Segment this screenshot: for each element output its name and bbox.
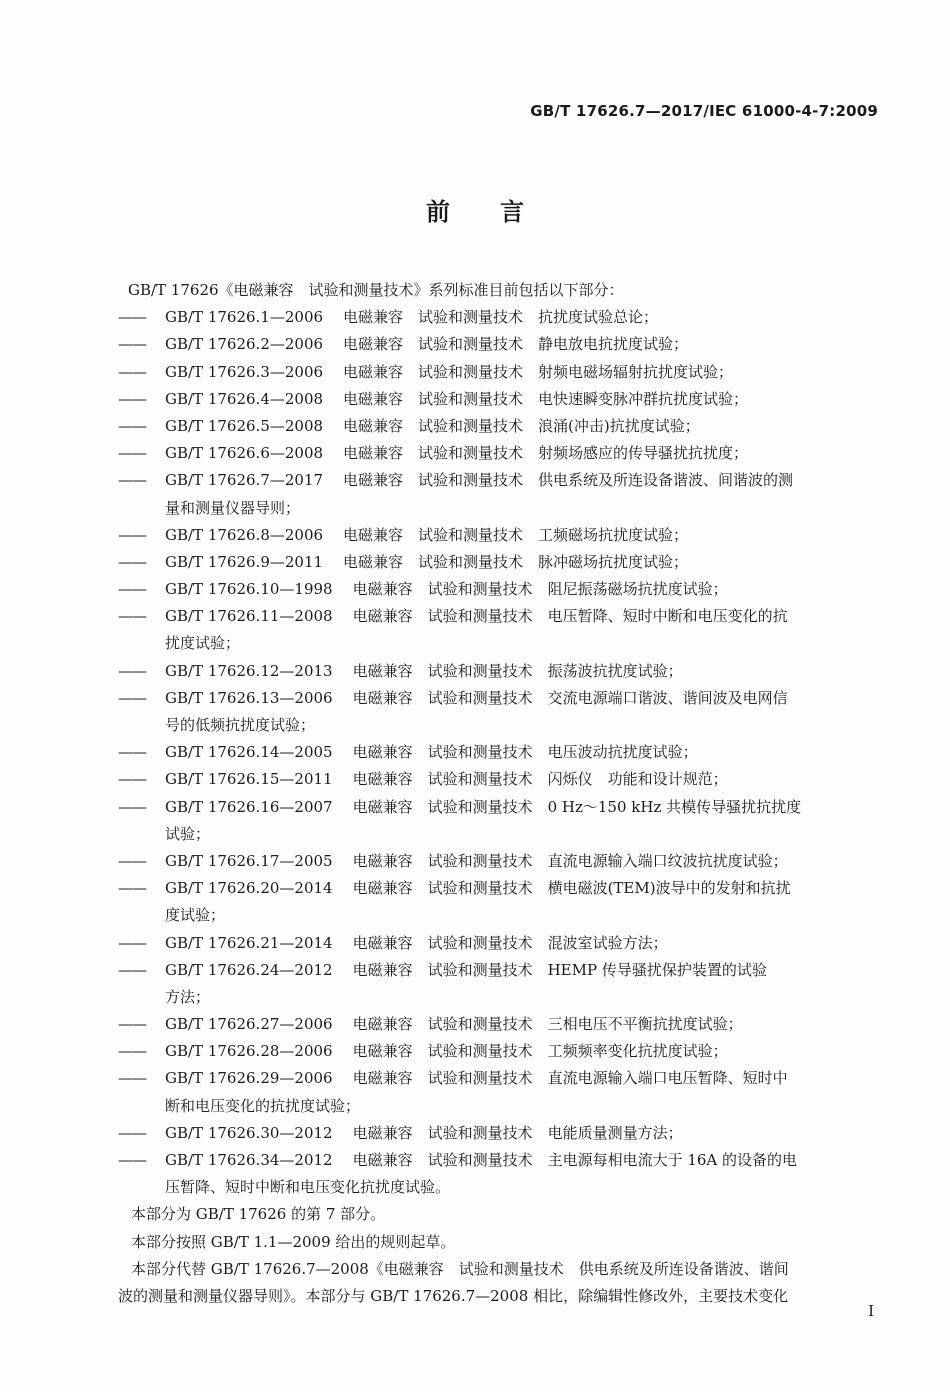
standard-code: GB/T 17626.15—2011 bbox=[165, 770, 333, 789]
standard-title: 电磁兼容 试验和测量技术 主电源每相电流大于 16A 的设备的电 bbox=[352, 1151, 798, 1169]
list-item bbox=[118, 794, 880, 821]
standard-title: 电磁兼容 试验和测量技术 静电放电抗扰度试验； bbox=[343, 335, 689, 354]
list-dash: —— bbox=[118, 580, 146, 599]
list-dash: —— bbox=[118, 688, 146, 707]
standard-title: 电磁兼容 试验和测量技术 浪涌(冲击)抗扰度试验； bbox=[343, 416, 700, 435]
list-item bbox=[118, 413, 880, 440]
standard-title: 电磁兼容 试验和测量技术 混波室试验方法； bbox=[352, 933, 668, 952]
standard-code: GB/T 17626.17—2005 bbox=[165, 851, 333, 870]
standard-title: 电磁兼容 试验和测量技术 闪烁仪 功能和设计规范； bbox=[352, 770, 728, 789]
body-paragraph: 本部分代替 GB/T 17626.7—2008《电磁兼容 试验和测量技术 供电系统及所连设备谐波、谐间 bbox=[131, 1259, 789, 1278]
list-dash: —— bbox=[118, 1069, 146, 1088]
standard-code: GB/T 17626.12—2013 bbox=[165, 661, 333, 680]
standard-code: GB/T 17626.2—2006 bbox=[165, 335, 324, 354]
standard-title-continued: 断和电压变化的抗扰度试验； bbox=[165, 1096, 361, 1115]
standard-code: GB/T 17626.11—2008 bbox=[165, 607, 333, 626]
list-item bbox=[118, 930, 880, 957]
intro-paragraph: GB/T 17626《电磁兼容 试验和测量技术》系列标准目前包括以下部分： bbox=[128, 281, 624, 299]
standard-title: 电磁兼容 试验和测量技术 直流电源输入端口电压暂降、短时中 bbox=[352, 1069, 788, 1088]
standard-code: GB/T 17626.24—2012 bbox=[165, 960, 333, 979]
standard-title-continued: 压暂降、短时中断和电压变化抗扰度试验。 bbox=[165, 1178, 451, 1197]
standard-title: 电磁兼容 试验和测量技术 电能质量测量方法； bbox=[352, 1123, 683, 1142]
list-dash: —— bbox=[118, 879, 146, 898]
standard-title: 电磁兼容 试验和测量技术 振荡波抗扰度试验； bbox=[352, 661, 683, 680]
list-item bbox=[118, 359, 880, 386]
list-dash: —— bbox=[118, 552, 146, 571]
list-dash: —— bbox=[118, 471, 146, 490]
list-dash: —— bbox=[118, 444, 146, 463]
standards-list bbox=[118, 304, 880, 1201]
standard-title: 电磁兼容 试验和测量技术 HEMP 传导骚扰保护装置的试验 bbox=[352, 960, 767, 979]
closing-paragraphs bbox=[118, 1201, 880, 1310]
standard-code: GB/T 17626.13—2006 bbox=[165, 688, 333, 707]
standard-title: 电磁兼容 试验和测量技术 电压暂降、短时中断和电压变化的抗 bbox=[352, 607, 788, 626]
standard-title: 电磁兼容 试验和测量技术 工频频率变化抗扰度试验； bbox=[352, 1042, 728, 1061]
standard-title-continued: 号的低频抗扰度试验； bbox=[165, 716, 316, 734]
list-item bbox=[118, 440, 880, 467]
body-paragraph: 本部分为 GB/T 17626 的第 7 部分。 bbox=[131, 1205, 386, 1224]
standard-code: GB/T 17626.5—2008 bbox=[165, 416, 324, 435]
standard-code: GB/T 17626.27—2006 bbox=[165, 1015, 333, 1034]
list-dash: —— bbox=[118, 933, 146, 952]
standard-code: GB/T 17626.1—2006 bbox=[165, 308, 324, 327]
standard-title: 电磁兼容 试验和测量技术 工频磁场抗扰度试验； bbox=[343, 525, 689, 544]
standard-code: GB/T 17626.3—2006 bbox=[165, 362, 324, 381]
body-paragraph-continued: 波的测量和测量仪器导则》。本部分与 GB/T 17626.7—2008 相比，除编辑性修改外，主要技术变化 bbox=[118, 1286, 789, 1305]
standard-title: 电磁兼容 试验和测量技术 供电系统及所连设备谐波、间谐波的测 bbox=[343, 471, 794, 490]
standard-title-continued: 度试验； bbox=[165, 906, 226, 925]
standard-code: GB/T 17626.4—2008 bbox=[165, 389, 324, 408]
standard-title: 电磁兼容 试验和测量技术 0 Hz～150 kHz 共模传导骚扰抗扰度 bbox=[352, 797, 802, 816]
standard-title: 电磁兼容 试验和测量技术 抗扰度试验总论； bbox=[343, 308, 659, 327]
list-dash: —— bbox=[118, 1015, 146, 1034]
list-dash: —— bbox=[118, 416, 146, 435]
standard-code-header: GB/T 17626.7—2017/IEC 61000-4-7:2009 bbox=[530, 102, 878, 120]
standard-title: 电磁兼容 试验和测量技术 交流电源端口谐波、谐间波及电网信 bbox=[352, 688, 788, 707]
list-item bbox=[118, 1120, 880, 1147]
standard-title: 电磁兼容 试验和测量技术 电快速瞬变脉冲群抗扰度试验； bbox=[343, 389, 749, 408]
standard-code: GB/T 17626.20—2014 bbox=[165, 879, 333, 898]
standard-title-continued: 扰度试验； bbox=[165, 634, 241, 653]
standard-code: GB/T 17626.10—1998 bbox=[165, 580, 333, 599]
list-item bbox=[118, 848, 880, 875]
list-item bbox=[118, 331, 880, 358]
standard-title: 电磁兼容 试验和测量技术 直流电源输入端口纹波抗扰度试验； bbox=[352, 851, 788, 870]
standard-title: 电磁兼容 试验和测量技术 阻尼振荡磁场抗扰度试验； bbox=[352, 580, 728, 599]
standard-title-continued: 方法； bbox=[165, 987, 211, 1006]
list-item bbox=[118, 1038, 880, 1065]
list-item bbox=[118, 1011, 880, 1038]
standard-code: GB/T 17626.28—2006 bbox=[165, 1042, 333, 1061]
list-item bbox=[118, 1065, 880, 1092]
standard-title-continued: 量和测量仪器导则； bbox=[165, 498, 301, 517]
list-dash: —— bbox=[118, 525, 146, 544]
list-dash: —— bbox=[118, 851, 146, 870]
standard-title-continued: 试验； bbox=[165, 824, 211, 843]
list-item bbox=[118, 522, 880, 549]
list-item bbox=[118, 1147, 880, 1174]
standard-title: 电磁兼容 试验和测量技术 脉冲磁场抗扰度试验； bbox=[343, 552, 689, 571]
list-item bbox=[118, 875, 880, 902]
standard-code: GB/T 17626.14—2005 bbox=[165, 743, 333, 762]
list-dash: —— bbox=[118, 607, 146, 626]
standard-title: 电磁兼容 试验和测量技术 电压波动抗扰度试验； bbox=[352, 743, 698, 762]
body-paragraph: 本部分按照 GB/T 1.1—2009 给出的规则起草。 bbox=[131, 1232, 456, 1251]
list-dash: —— bbox=[118, 1151, 146, 1169]
list-item bbox=[118, 957, 880, 984]
list-dash: —— bbox=[118, 308, 146, 327]
list-item bbox=[118, 467, 880, 494]
list-dash: —— bbox=[118, 743, 146, 762]
list-item bbox=[118, 658, 880, 685]
standard-title: 电磁兼容 试验和测量技术 横电磁波(TEM)波导中的发射和抗扰 bbox=[352, 879, 791, 898]
list-item bbox=[118, 739, 880, 766]
standard-code: GB/T 17626.6—2008 bbox=[165, 444, 324, 463]
list-item bbox=[118, 685, 880, 712]
standard-code: GB/T 17626.9—2011 bbox=[165, 552, 324, 571]
preface-body bbox=[118, 277, 880, 1310]
list-dash: —— bbox=[118, 335, 146, 354]
page-number: I bbox=[868, 1302, 874, 1320]
list-dash: —— bbox=[118, 1042, 146, 1061]
standard-code: GB/T 17626.7—2017 bbox=[165, 471, 324, 490]
standard-title: 电磁兼容 试验和测量技术 三相电压不平衡抗扰度试验； bbox=[352, 1015, 743, 1034]
standard-code: GB/T 17626.34—2012 bbox=[165, 1151, 333, 1169]
standard-code: GB/T 17626.8—2006 bbox=[165, 525, 324, 544]
standard-code: GB/T 17626.30—2012 bbox=[165, 1123, 333, 1142]
list-dash: —— bbox=[118, 661, 146, 680]
list-item bbox=[118, 576, 880, 603]
list-dash: —— bbox=[118, 1123, 146, 1142]
list-dash: —— bbox=[118, 389, 146, 408]
list-item bbox=[118, 304, 880, 331]
standard-code: GB/T 17626.16—2007 bbox=[165, 797, 333, 816]
list-dash: —— bbox=[118, 960, 146, 979]
standard-code: GB/T 17626.21—2014 bbox=[165, 933, 333, 952]
standard-title: 电磁兼容 试验和测量技术 射频电磁场辐射抗扰度试验； bbox=[343, 362, 734, 381]
list-dash: —— bbox=[118, 770, 146, 789]
page-title: 前言 bbox=[426, 198, 574, 226]
standard-title: 电磁兼容 试验和测量技术 射频场感应的传导骚扰抗扰度； bbox=[343, 444, 749, 463]
list-item bbox=[118, 766, 880, 793]
list-dash: —— bbox=[118, 797, 146, 816]
list-item bbox=[118, 549, 880, 576]
list-item bbox=[118, 386, 880, 413]
list-dash: —— bbox=[118, 362, 146, 381]
standard-code: GB/T 17626.29—2006 bbox=[165, 1069, 333, 1088]
list-item bbox=[118, 603, 880, 630]
